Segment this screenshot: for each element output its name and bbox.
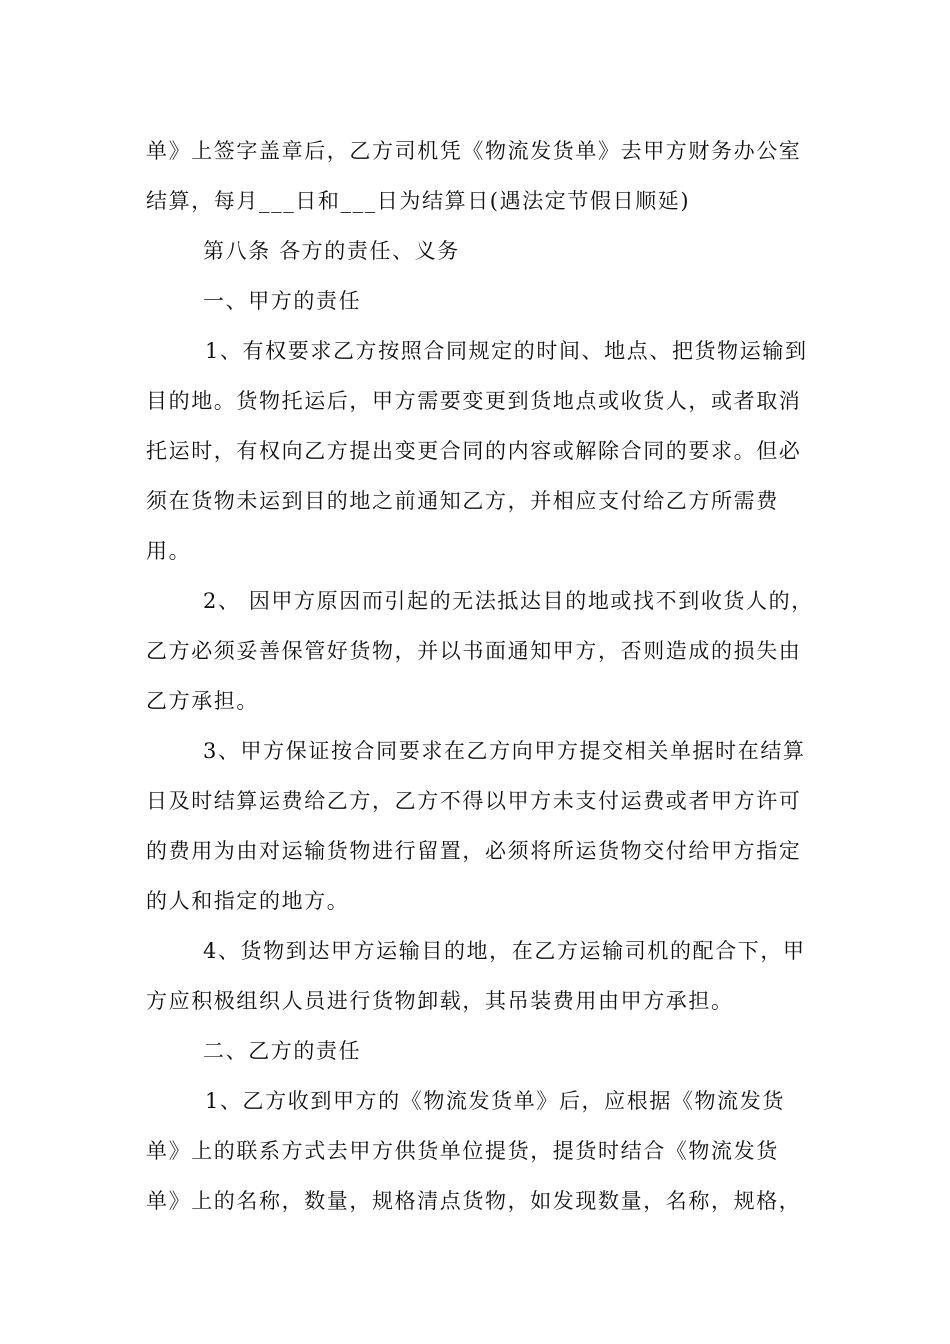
paragraph-line: 须在货物未运到目的地之前通知乙方，并相应支付给乙方所需费 xyxy=(146,489,779,513)
paragraph-line: 的费用为由对运输货物进行留置，必须将所运货物交付给甲方指定 xyxy=(146,839,802,863)
subsection-heading: 二、乙方的责任 xyxy=(203,1039,362,1063)
paragraph-line: 的人和指定的地方。 xyxy=(146,889,350,913)
paragraph-line: 3、甲方保证按合同要求在乙方向甲方提交相关单据时在结算 xyxy=(203,739,806,763)
paragraph-line: 1、乙方收到甲方的《物流发货单》后，应根据《物流发货 xyxy=(205,1089,785,1113)
paragraph-line: 乙方承担。 xyxy=(146,689,259,713)
paragraph-line: 目的地。货物托运后，甲方需要变更到货地点或收货人，或者取消 xyxy=(146,389,802,413)
paragraph-line: 4、货物到达甲方运输目的地，在乙方运输司机的配合下，甲 xyxy=(203,939,806,963)
paragraph-line: 日及时结算运费给乙方，乙方不得以甲方未支付运费或者甲方许可 xyxy=(146,789,802,813)
paragraph-line: 1、有权要求乙方按照合同规定的时间、地点、把货物运输到 xyxy=(205,339,808,363)
paragraph-line: 托运时，有权向乙方提出变更合同的内容或解除合同的要求。但必 xyxy=(146,439,802,463)
paragraph-line: 方应积极组织人员进行货物卸载，其吊装费用由甲方承担。 xyxy=(146,989,734,1013)
paragraph-line: 单》上的名称，数量，规格清点货物，如发现数量，名称，规格， xyxy=(146,1189,802,1213)
section-heading: 第八条 各方的责任、义务 xyxy=(203,239,460,263)
subsection-heading: 一、甲方的责任 xyxy=(203,289,362,313)
paragraph-line: 单》上的联系方式去甲方供货单位提货，提货时结合《物流发货 xyxy=(146,1139,779,1163)
paragraph-line: 2、 因甲方原因而引起的无法抵达目的地或找不到收货人的， xyxy=(203,589,814,613)
paragraph-line: 用。 xyxy=(146,539,192,563)
paragraph-line: 单》上签字盖章后，乙方司机凭《物流发货单》去甲方财务办公室 xyxy=(146,139,802,163)
paragraph-line: 乙方必须妥善保管好货物，并以书面通知甲方，否则造成的损失由 xyxy=(146,639,802,663)
paragraph-line: 结算，每月___日和___日为结算日(遇法定节假日顺延) xyxy=(146,189,691,213)
